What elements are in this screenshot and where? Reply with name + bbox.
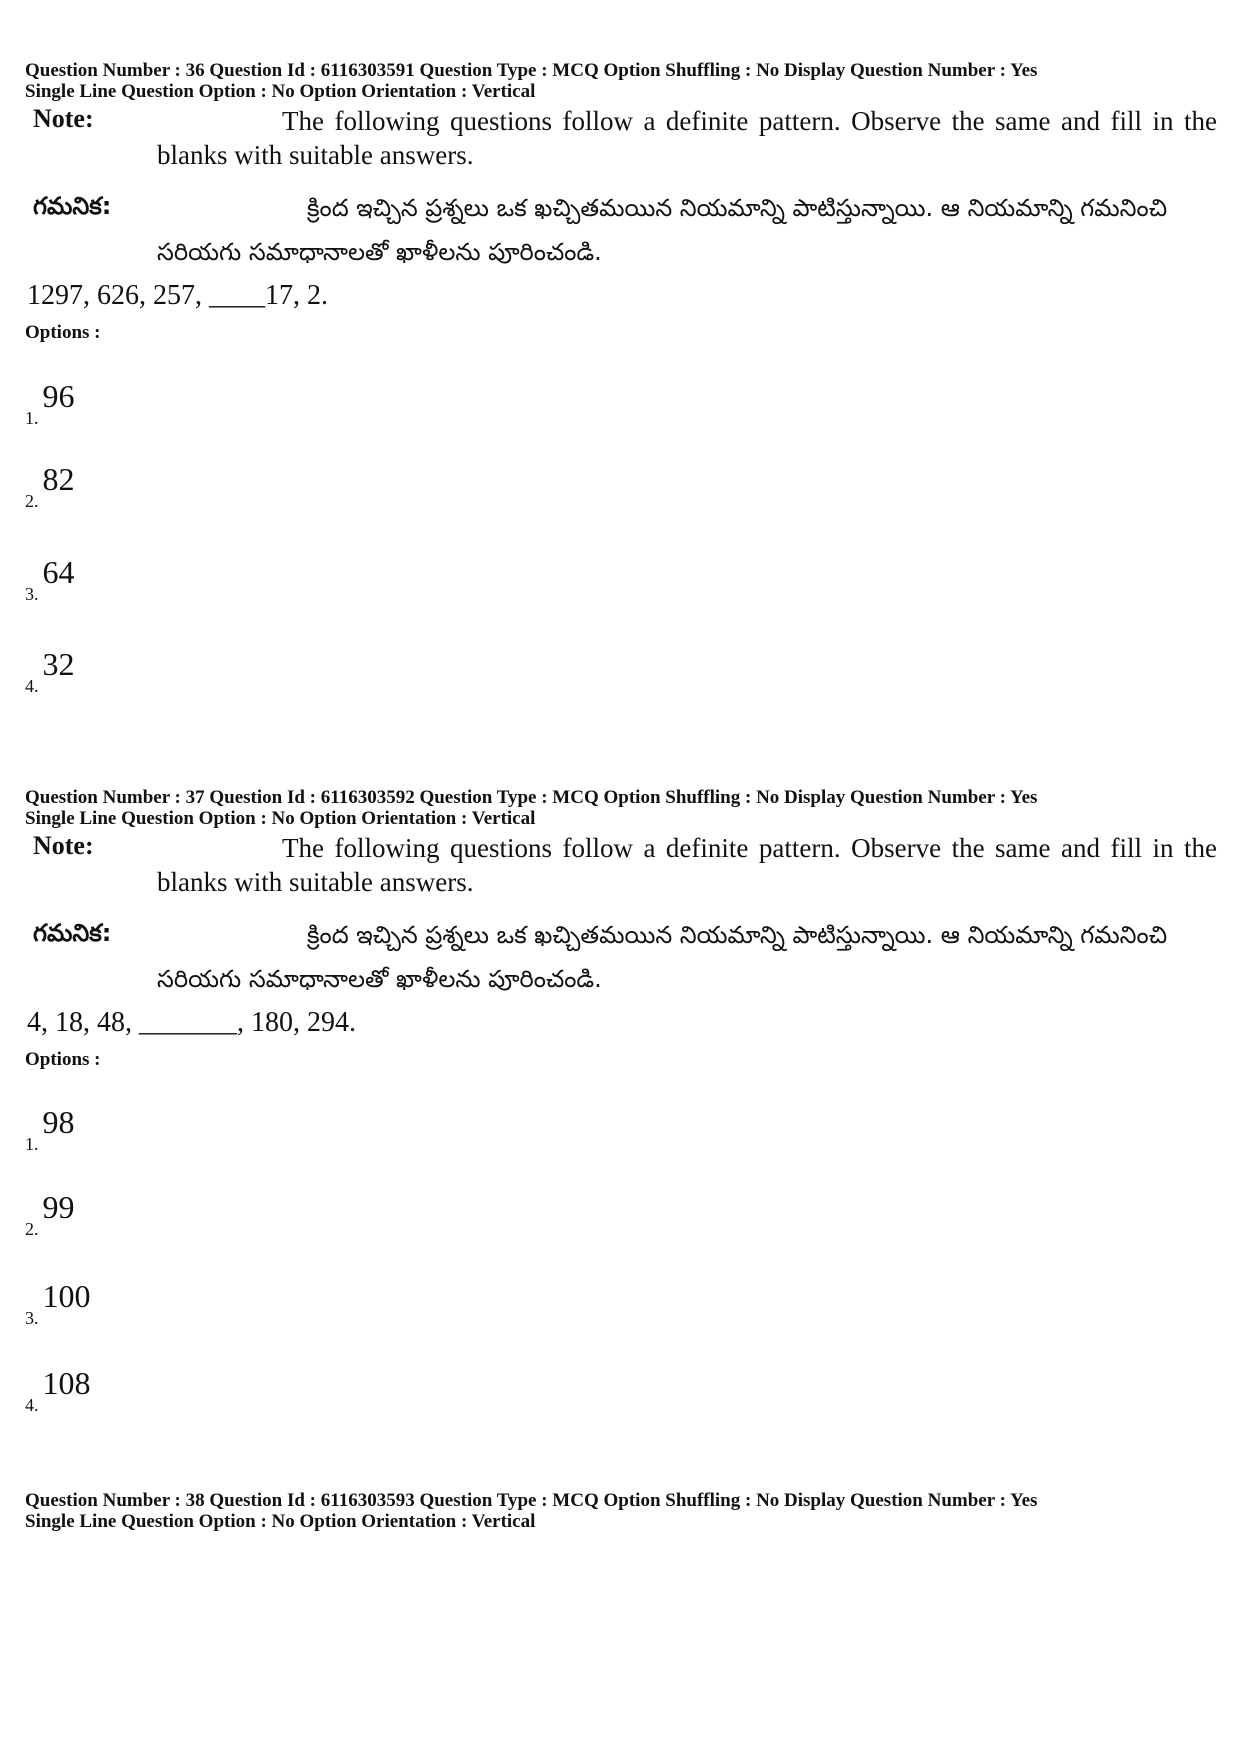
option-value: 96 <box>42 378 75 414</box>
option-number: 4. <box>25 1395 39 1415</box>
question-37 <box>25 787 1215 1071</box>
option-value: 82 <box>42 461 75 497</box>
telugu-note-label: గమనిక: <box>33 919 112 947</box>
note-text: The following questions follow a definite pattern. Observe the same and fill in the blanks with suitable answers. <box>157 106 1217 170</box>
option-number: 1. <box>25 1134 39 1154</box>
note-label: Note: <box>33 104 94 133</box>
note-text: The following questions follow a definite pattern. Observe the same and fill in the blanks with suitable answers. <box>157 833 1217 897</box>
meta-line-1: Question Number : 36 Question Id : 6116303591 Question Type : MCQ Option Shuffling : No Display Question Number : Yes <box>25 60 1038 81</box>
note-telugu <box>25 913 1215 1001</box>
option-number: 4. <box>25 676 39 696</box>
telugu-note-text: క్రింద ఇచ్చిన ప్రశ్నలు ఒక ఖచ్చితమయిన నియమాన్ని పాటిస్తున్నాయి. ఆ నియమాన్ని గమనించి సరియగు సమాధానాలతో ఖాళీలను పూరించండి. <box>157 194 1168 266</box>
question-meta <box>25 787 1215 829</box>
question-series: 1297, 626, 257, ____17, 2. <box>27 280 328 311</box>
option-value: 98 <box>42 1104 75 1140</box>
meta-line-1: Question Number : 38 Question Id : 6116303593 Question Type : MCQ Option Shuffling : No Display Question Number : Yes <box>25 1490 1038 1511</box>
meta-line-1: Question Number : 37 Question Id : 6116303592 Question Type : MCQ Option Shuffling : No Display Question Number : Yes <box>25 787 1038 808</box>
options-label: Options : <box>25 322 101 343</box>
note-english <box>25 104 1215 172</box>
question-meta <box>25 60 1215 102</box>
note-label: Note: <box>33 831 94 860</box>
option-number: 2. <box>25 491 39 511</box>
note-telugu <box>25 186 1215 274</box>
option-3[interactable] <box>25 1278 91 1329</box>
option-2[interactable] <box>25 1189 75 1240</box>
meta-line-2: Single Line Question Option : No Option Orientation : Vertical <box>25 1511 536 1532</box>
option-number: 3. <box>25 1308 39 1328</box>
option-1[interactable] <box>25 1104 75 1155</box>
telugu-note-label: గమనిక: <box>33 192 112 220</box>
option-4[interactable] <box>25 1365 91 1416</box>
telugu-note-text: క్రింద ఇచ్చిన ప్రశ్నలు ఒక ఖచ్చితమయిన నియమాన్ని పాటిస్తున్నాయి. ఆ నియమాన్ని గమనించి సరియగు సమాధానాలతో ఖాళీలను పూరించండి. <box>157 921 1168 993</box>
meta-line-2: Single Line Question Option : No Option Orientation : Vertical <box>25 81 536 102</box>
option-value: 32 <box>42 646 75 682</box>
question-meta <box>25 1490 1215 1532</box>
option-number: 2. <box>25 1219 39 1239</box>
note-english <box>25 831 1215 899</box>
option-1[interactable] <box>25 378 75 429</box>
options-label: Options : <box>25 1049 101 1070</box>
option-3[interactable] <box>25 554 75 605</box>
option-value: 108 <box>42 1365 91 1401</box>
question-series: 4, 18, 48, _______, 180, 294. <box>27 1007 356 1038</box>
option-value: 99 <box>42 1189 75 1225</box>
option-value: 100 <box>42 1278 91 1314</box>
question-36 <box>25 60 1215 344</box>
option-number: 3. <box>25 584 39 604</box>
option-value: 64 <box>42 554 75 590</box>
option-4[interactable] <box>25 646 75 697</box>
meta-line-2: Single Line Question Option : No Option Orientation : Vertical <box>25 808 536 829</box>
option-number: 1. <box>25 408 39 428</box>
option-2[interactable] <box>25 461 75 512</box>
question-38 <box>25 1490 1215 1532</box>
